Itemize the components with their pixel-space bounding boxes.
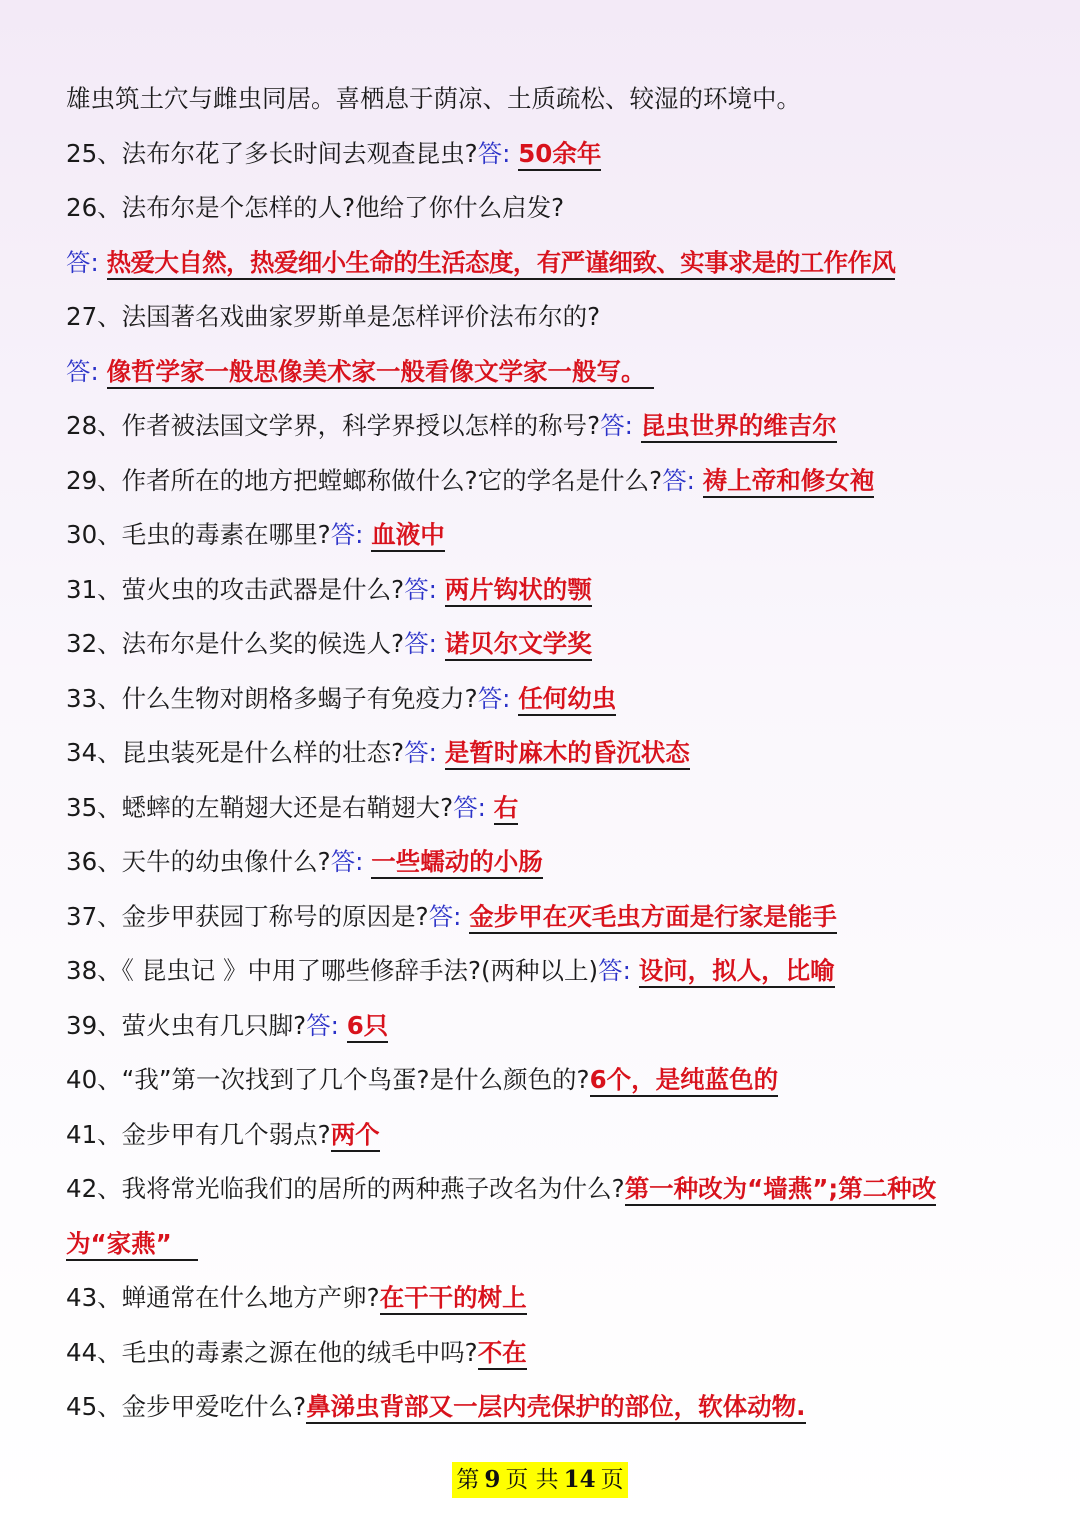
answer-label: 答: [477,683,511,713]
answer-label: 答: [428,901,462,931]
answer-text: 诺贝尔文学奖 [445,629,592,661]
answer-text: 是暂时麻木的昏沉状态 [445,738,690,770]
qa-line-29 [0,454,1080,509]
answer-label: 答: [598,956,631,985]
question-text: 37、金步甲获园丁称号的原因是? [66,901,429,931]
answer-line-42-cont [0,1217,1080,1272]
qa-line-41 [0,1108,1080,1163]
qa-line-37 [0,890,1080,945]
question-text: 45、金步甲爱吃什么? [66,1392,307,1421]
qa-line-31 [0,563,1080,618]
question-text: 雄虫筑土穴与雌虫同居。喜栖息于荫凉、土质疏松、较湿的环境中。 [66,84,801,113]
question-text: 40、“我”第一次找到了几个鸟蛋?是什么颜色的? [66,1065,590,1094]
question-text: 31、萤火虫的攻击武器是什么? [66,574,405,604]
question-text: 33、什么生物对朗格多蝎子有免疫力? [66,683,478,713]
answer-text: 6个，是纯蓝色的 [590,1065,779,1097]
answer-text: 设问，拟人，比喻 [639,956,835,988]
question-text: 29、作者所在的地方把螳螂称做什么?它的学名是什么? [66,465,663,495]
footer-middle: 页 共 [505,1467,559,1493]
question-text: 32、法布尔是什么奖的候选人? [66,629,405,658]
answer-label: 答: [330,520,364,549]
page-footer [0,1462,1080,1498]
question-text: 34、昆虫装死是什么样的壮态? [66,738,405,767]
qa-line-39 [0,999,1080,1054]
question-text: 43、蝉通常在什么地方产卵? [66,1283,380,1312]
qa-line-34 [0,726,1080,781]
answer-text: 像哲学家一般思像美术家一般看像文学家一般写。 [107,357,654,389]
answer-label: 答: [306,1010,339,1040]
answer-text: 右 [494,793,519,825]
question-text: 44、毛虫的毒素之源在他的绒毛中吗? [66,1337,478,1367]
answer-label: 答: [404,629,437,658]
answer-text: 一些蠕动的小肠 [371,847,543,879]
answer-text: 两个 [331,1120,380,1152]
qa-line-42 [0,1162,1080,1217]
qa-line-33 [0,672,1080,727]
answer-text: 热爱大自然，热爱细小生命的生活态度，有严谨细致、实事求是的工作作风 [107,248,896,280]
answer-label: 答: [404,738,437,767]
total-page-count: 14 [563,1466,596,1493]
answer-text: 昆虫世界的维吉尔 [641,411,837,443]
qa-page [0,72,1080,1435]
answer-text: 在干干的树上 [380,1283,527,1315]
answer-label: 答: [600,411,633,440]
qa-line-38 [0,944,1080,999]
question-text: 39、萤火虫有几只脚? [66,1010,307,1040]
question-text: 36、天牛的幼虫像什么? [66,847,331,876]
answer-label: 答: [66,356,99,386]
qa-line-25 [0,127,1080,182]
qa-line-28 [0,399,1080,454]
answer-label: 答: [453,792,486,822]
answer-line-27 [0,345,1080,400]
answer-line-26 [0,236,1080,291]
question-text: 38、《 昆虫记 》中用了哪些修辞手法?(两种以上) [66,956,599,985]
qa-line-32 [0,617,1080,672]
footer-suffix: 页 [600,1467,624,1493]
qa-line-45 [0,1380,1080,1435]
answer-text: 任何幼虫 [518,684,616,716]
answer-text: 不在 [478,1338,527,1370]
answer-label: 答: [477,138,511,168]
answer-text: 血液中 [371,520,445,552]
answer-text: 两片钩状的颚 [445,575,592,607]
question-text: 28、作者被法国文学界，科学界授以怎样的称号? [66,411,601,440]
text-line [0,72,1080,127]
answer-text: 50余年 [518,139,601,171]
answer-text: 金步甲在灭毛虫方面是行家是能手 [469,902,837,934]
answer-label: 答: [404,574,437,604]
question-line-26 [0,181,1080,236]
current-page-number: 9 [484,1466,501,1493]
qa-line-30 [0,508,1080,563]
answer-text: 6只 [347,1011,389,1043]
question-line-27 [0,290,1080,345]
answer-text: 为“家燕” [66,1229,198,1261]
answer-label: 答: [66,247,99,277]
question-text: 35、蟋蟀的左鞘翅大还是右鞘翅大? [66,792,454,822]
qa-line-40 [0,1053,1080,1108]
question-text: 41、金步甲有几个弱点? [66,1119,331,1149]
question-text: 30、毛虫的毒素在哪里? [66,520,331,549]
question-text: 27、法国著名戏曲家罗斯单是怎样评价法布尔的? [66,302,601,331]
question-text: 26、法布尔是个怎样的人?他给了你什么启发? [66,193,565,222]
qa-line-44 [0,1326,1080,1381]
question-text: 42、我将常光临我们的居所的两种燕子改名为什么? [66,1174,625,1203]
answer-text: 祷上帝和修女袍 [703,466,875,498]
question-text: 25、法布尔花了多长时间去观查昆虫? [66,138,478,168]
qa-line-36 [0,835,1080,890]
answer-text: 鼻涕虫背部又一层内壳保护的部位，软体动物. [306,1392,805,1424]
answer-label: 答: [330,847,364,876]
page-number-indicator [452,1462,627,1498]
qa-line-35 [0,781,1080,836]
qa-line-43 [0,1271,1080,1326]
footer-prefix: 第 [456,1467,480,1493]
answer-text: 第一种改为“墙燕”;第二种改 [625,1174,937,1206]
answer-label: 答: [662,465,695,495]
